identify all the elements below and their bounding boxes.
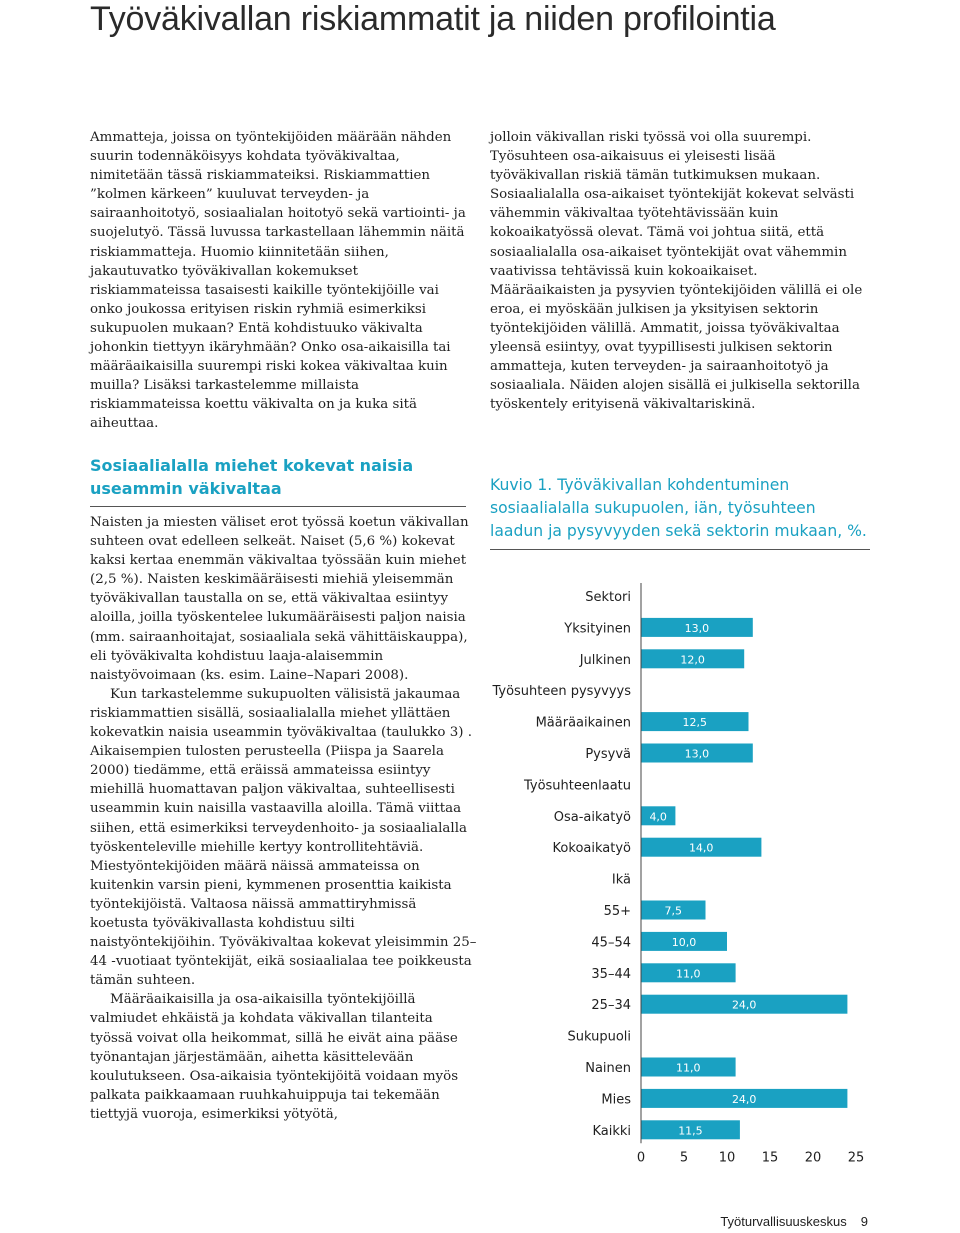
category-label: 35–44 [591,966,631,982]
bar-value-label: 11,0 [676,1061,701,1075]
bar-chart [480,575,880,1175]
page-title: Työväkivallan riskiammatit ja niiden profilointia [90,0,776,38]
category-label: Kaikki [592,1123,631,1139]
page-footer [0,1214,868,1229]
category-label: Työsuhteen pysyvyys [492,684,631,700]
category-label: Sektori [585,590,631,605]
body-paragraph-2: Kun tarkastelemme sukupuolten välisistä jakaumaa riskiammattien sisällä, sosiaalialalla miehet yllättäen kokevatkin naisia useammin työväkivaltaa (taulukko 3) . Aikaisempien tulosten perusteella (Piispa ja Saarela 2000) tiedämme, että eräissä ammateissa esiintyy miehillä huomattavan paljon väkivaltaa, suhteellisesti useammin kuin naisilla vastaavilla aloilla. Tämä viittaa siihen, että esimerkiksi terveydenhoito- ja sosiaalialalla työskenteleville miehille kertyy kontrollitehtäviä. Miestyöntekijöiden määrä näissä ammateissa on kuitenkin varsin pieni, kymmenen prosenttia kaikista työntekijöistä. Valtaosa näissä ammattiryhmissä koetusta työväkivallasta kohdistuu silti naistyöntekijöihin. Työväkivaltaa kokevat yleisimmin 25–44 -vuotiaat työntekijät, eikä sosiaalialaa tee poikkeusta tämän suhteen. [90,686,477,989]
category-label: Ikä [611,872,631,888]
category-label: Osa-aikatyö [553,809,631,825]
body-paragraph-3: Määräaikaisilla ja osa-aikaisilla työntekijöillä valmiudet ehkäistä ja kohdata väkivallan tilanteita työssä voivat olla heikommat, sillä he eivät aina pääse työnantajan järjestämään, aihetta käsittelevään koulutukseen. Osa-aikaisia työntekijöitä voidaan myös palkata paikkaamaan ruuhkahuippuja tai tekemään tiettyjä vuoroja, esimerkiksi yötyötä, [90,992,459,1122]
category-label: 45–54 [591,935,631,951]
footer-organization: Työturvallisuuskeskus [720,1214,847,1229]
intro-paragraph: Ammatteja, joissa on työntekijöiden määrään nähden suurin todennäköisyys kohdata työväkivaltaa, nimitetään tässä riskiammateiksi. Riskiammattien ”kolmen kärkeen” kuuluvat terveyden- ja sairaanhoitotyö, sosiaalialan hoitotyö sekä vartiointi- ja suojelutyö. Tässä luvussa tarkastellaan lähemmin näitä riskiammatteja. Huomio kiinnitetään siihen, jakautuvatko työväkivallan kokemukset riskiammateissa tasaisesti kaikille työntekijöille vai onko joukossa erityisen riskin ryhmiä esimerkiksi sukupuolen mukaan? Entä kohdistuuko väkivalta johonkin tiettyyn ikäryhmään? Onko osa-aikaisilla tai määräaikaisilla suurempi riski kokea väkivaltaa kuin muilla? Lisäksi tarkastelemme millaista riskiammateissa koettu väkivalta on ja kuka sitä aiheuttaa. [90,130,466,432]
x-tick-label: 15 [761,1150,779,1166]
continued-paragraph: jolloin väkivallan riski työssä voi olla suurempi. Työsuhteen osa-aikaisuus ei yleisesti lisää työväkivallan riskiä tämän tutkimuksen mukaan. Sosiaalialalla osa-aikaiset työntekijät kokevat selvästi vähemmin väkivaltaa työtehtävissään kuin kokoaikatyössä olevat. Tämä voi johtua siitä, että sosiaalialalla osa-aikaiset työntekijät ovat vähemmin vaativissa tehtävissä kuin kokoaikaiset. Määräaikaisten ja pysyvien työntekijöiden välillä ei ole eroa, ei myöskään julkisen ja yksityisen sektorin työntekijöiden välillä. Ammatit, joissa työväkivaltaa yleensä esiintyy, ovat tyypillisesti julkisen sektorin ammatteja, kuten terveyden- ja sairaanhoitotyö ja sosiaaliala. Näiden alojen sisällä ei julkisella sektorilla työskentely erityisenä väkivaltariskinä. [490,130,863,413]
intro-column-left [90,128,466,434]
category-label: Työsuhteenlaatu [523,778,631,794]
x-tick-label: 0 [636,1150,646,1166]
category-label: 55+ [603,904,631,919]
intro-column-right [490,128,866,414]
x-tick-label: 25 [847,1150,865,1166]
category-label: 25–34 [591,998,631,1014]
bar-value-label: 14,0 [688,841,714,855]
bar-value-label: 10,0 [671,935,697,949]
category-label: Kokoaikatyö [552,841,631,857]
category-label: Julkinen [579,652,631,668]
body-paragraph-1: Naisten ja miesten väliset erot työssä koetun väkivallan suhteen ovat edelleen selkeät. Naiset (5,6 %) kokevat kaksi kertaa enemmän väkivaltaa työssään kuin miehet (2,5 %). Naisten keskimääräisesti miehiä yleisemmän työväkivallan taustalla on se, että väkivaltaa esiintyy aloilla, joilla työskentelee lukumääräisesti paljon naisia (mm. sairaanhoitajat, sosiaaliala sekä vähittäiskauppa), eli työväkivalta kohdistuu laaja-alaisemmin naistyövoimaan (ks. esim. Laine–Napari 2008). [90,515,469,683]
bar-value-label: 7,5 [664,904,682,918]
bar-value-label: 4,0 [649,810,667,824]
figure-caption: Kuvio 1. Työväkivallan kohdentuminen sosiaalialalla sukupuolen, iän, työsuhteen laadun ja pysyvyyden sekä sektorin mukaan, %. [490,474,870,550]
category-label: Yksityinen [564,621,631,637]
bar-value-label: 13,0 [684,747,710,761]
bar-value-label: 11,0 [676,967,701,981]
category-label: Määräaikainen [535,715,631,731]
category-label: Sukupuoli [567,1029,631,1045]
bar-value-label: 13,0 [684,621,710,635]
bar-value-label: 12,0 [680,653,705,667]
category-label: Pysyvä [585,747,631,762]
x-tick-label: 5 [679,1150,689,1166]
bar-value-label: 24,0 [731,998,757,1012]
section-heading: Sosiaalialalla miehet kokevat naisia useammin väkivaltaa [90,454,466,507]
x-tick-label: 10 [718,1150,736,1166]
category-label: Mies [601,1092,631,1108]
bar-value-label: 11,5 [678,1124,703,1138]
category-label: Nainen [585,1061,631,1076]
x-tick-label: 20 [804,1150,822,1166]
bar-value-label: 12,5 [682,716,707,730]
body-column-left [90,513,478,1124]
bar-value-label: 24,0 [731,1092,757,1106]
page-number: 9 [860,1214,868,1229]
